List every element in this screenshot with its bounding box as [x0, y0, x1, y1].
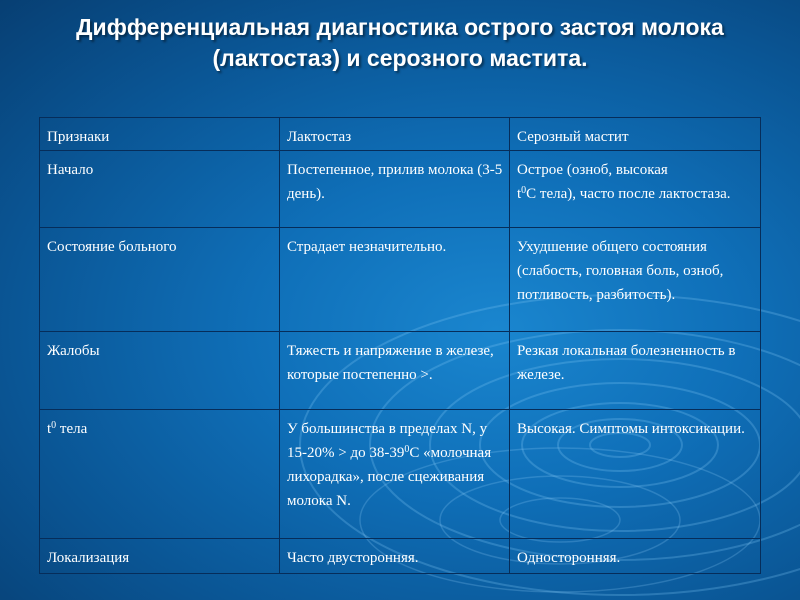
- cell-text: Острое (озноб, высокая: [517, 162, 668, 178]
- cell-mastitis: Резкая локальная болезненность в железе.: [510, 332, 761, 410]
- cell-sign: Локализация: [40, 539, 280, 574]
- header-cell-signs: Признаки: [40, 118, 280, 151]
- table-row-temperature: [40, 410, 761, 539]
- superscript: 0: [51, 420, 57, 431]
- superscript: 0: [521, 185, 527, 196]
- cell-sign: Жалобы: [40, 332, 280, 410]
- cell-sign: Начало: [40, 151, 280, 228]
- cell-mastitis: Ухудшение общего состояния (слабость, головная боль, озноб, потливость, разбитость).: [510, 228, 761, 332]
- table-row-patient-condition: [40, 228, 761, 332]
- table-header-row: [40, 118, 761, 151]
- slide-title: [0, 12, 800, 74]
- table-row-localization: [40, 539, 761, 574]
- cell-sign: [40, 410, 280, 539]
- cell-lactostasis: Постепенное, прилив молока (3-5 день).: [280, 151, 510, 228]
- cell-sign: Состояние больного: [40, 228, 280, 332]
- slide-title-line-2: (лактостаз) и серозного мастита.: [212, 45, 588, 71]
- header-cell-lactostasis: Лактостаз: [280, 118, 510, 151]
- differential-diagnosis-table: [39, 117, 761, 574]
- cell-text: У большинства в пределах N, у 15-20% > до 38-39: [287, 421, 488, 461]
- table-row-complaints: [40, 332, 761, 410]
- table-row-onset: [40, 151, 761, 228]
- cell-text: С тела), часто после лактостаза.: [526, 186, 731, 202]
- cell-mastitis: Односторонняя.: [510, 539, 761, 574]
- header-cell-serous-mastitis: Серозный мастит: [510, 118, 761, 151]
- cell-mastitis: Высокая. Симптомы интоксикации.: [510, 410, 761, 539]
- cell-text: С «молочная лихорадка», после сцеживания молока N.: [287, 445, 492, 509]
- cell-mastitis: [510, 151, 761, 228]
- cell-text: t: [47, 421, 52, 437]
- cell-text: t: [517, 186, 522, 202]
- cell-lactostasis: Тяжесть и напряжение в железе, которые постепенно >.: [280, 332, 510, 410]
- slide-title-line-1: Дифференциальная диагностика острого застоя молока: [76, 14, 724, 40]
- superscript: 0: [404, 444, 410, 455]
- cell-lactostasis: [280, 410, 510, 539]
- cell-lactostasis: Часто двусторонняя.: [280, 539, 510, 574]
- cell-lactostasis: Страдает незначительно.: [280, 228, 510, 332]
- cell-text: тела: [56, 421, 88, 437]
